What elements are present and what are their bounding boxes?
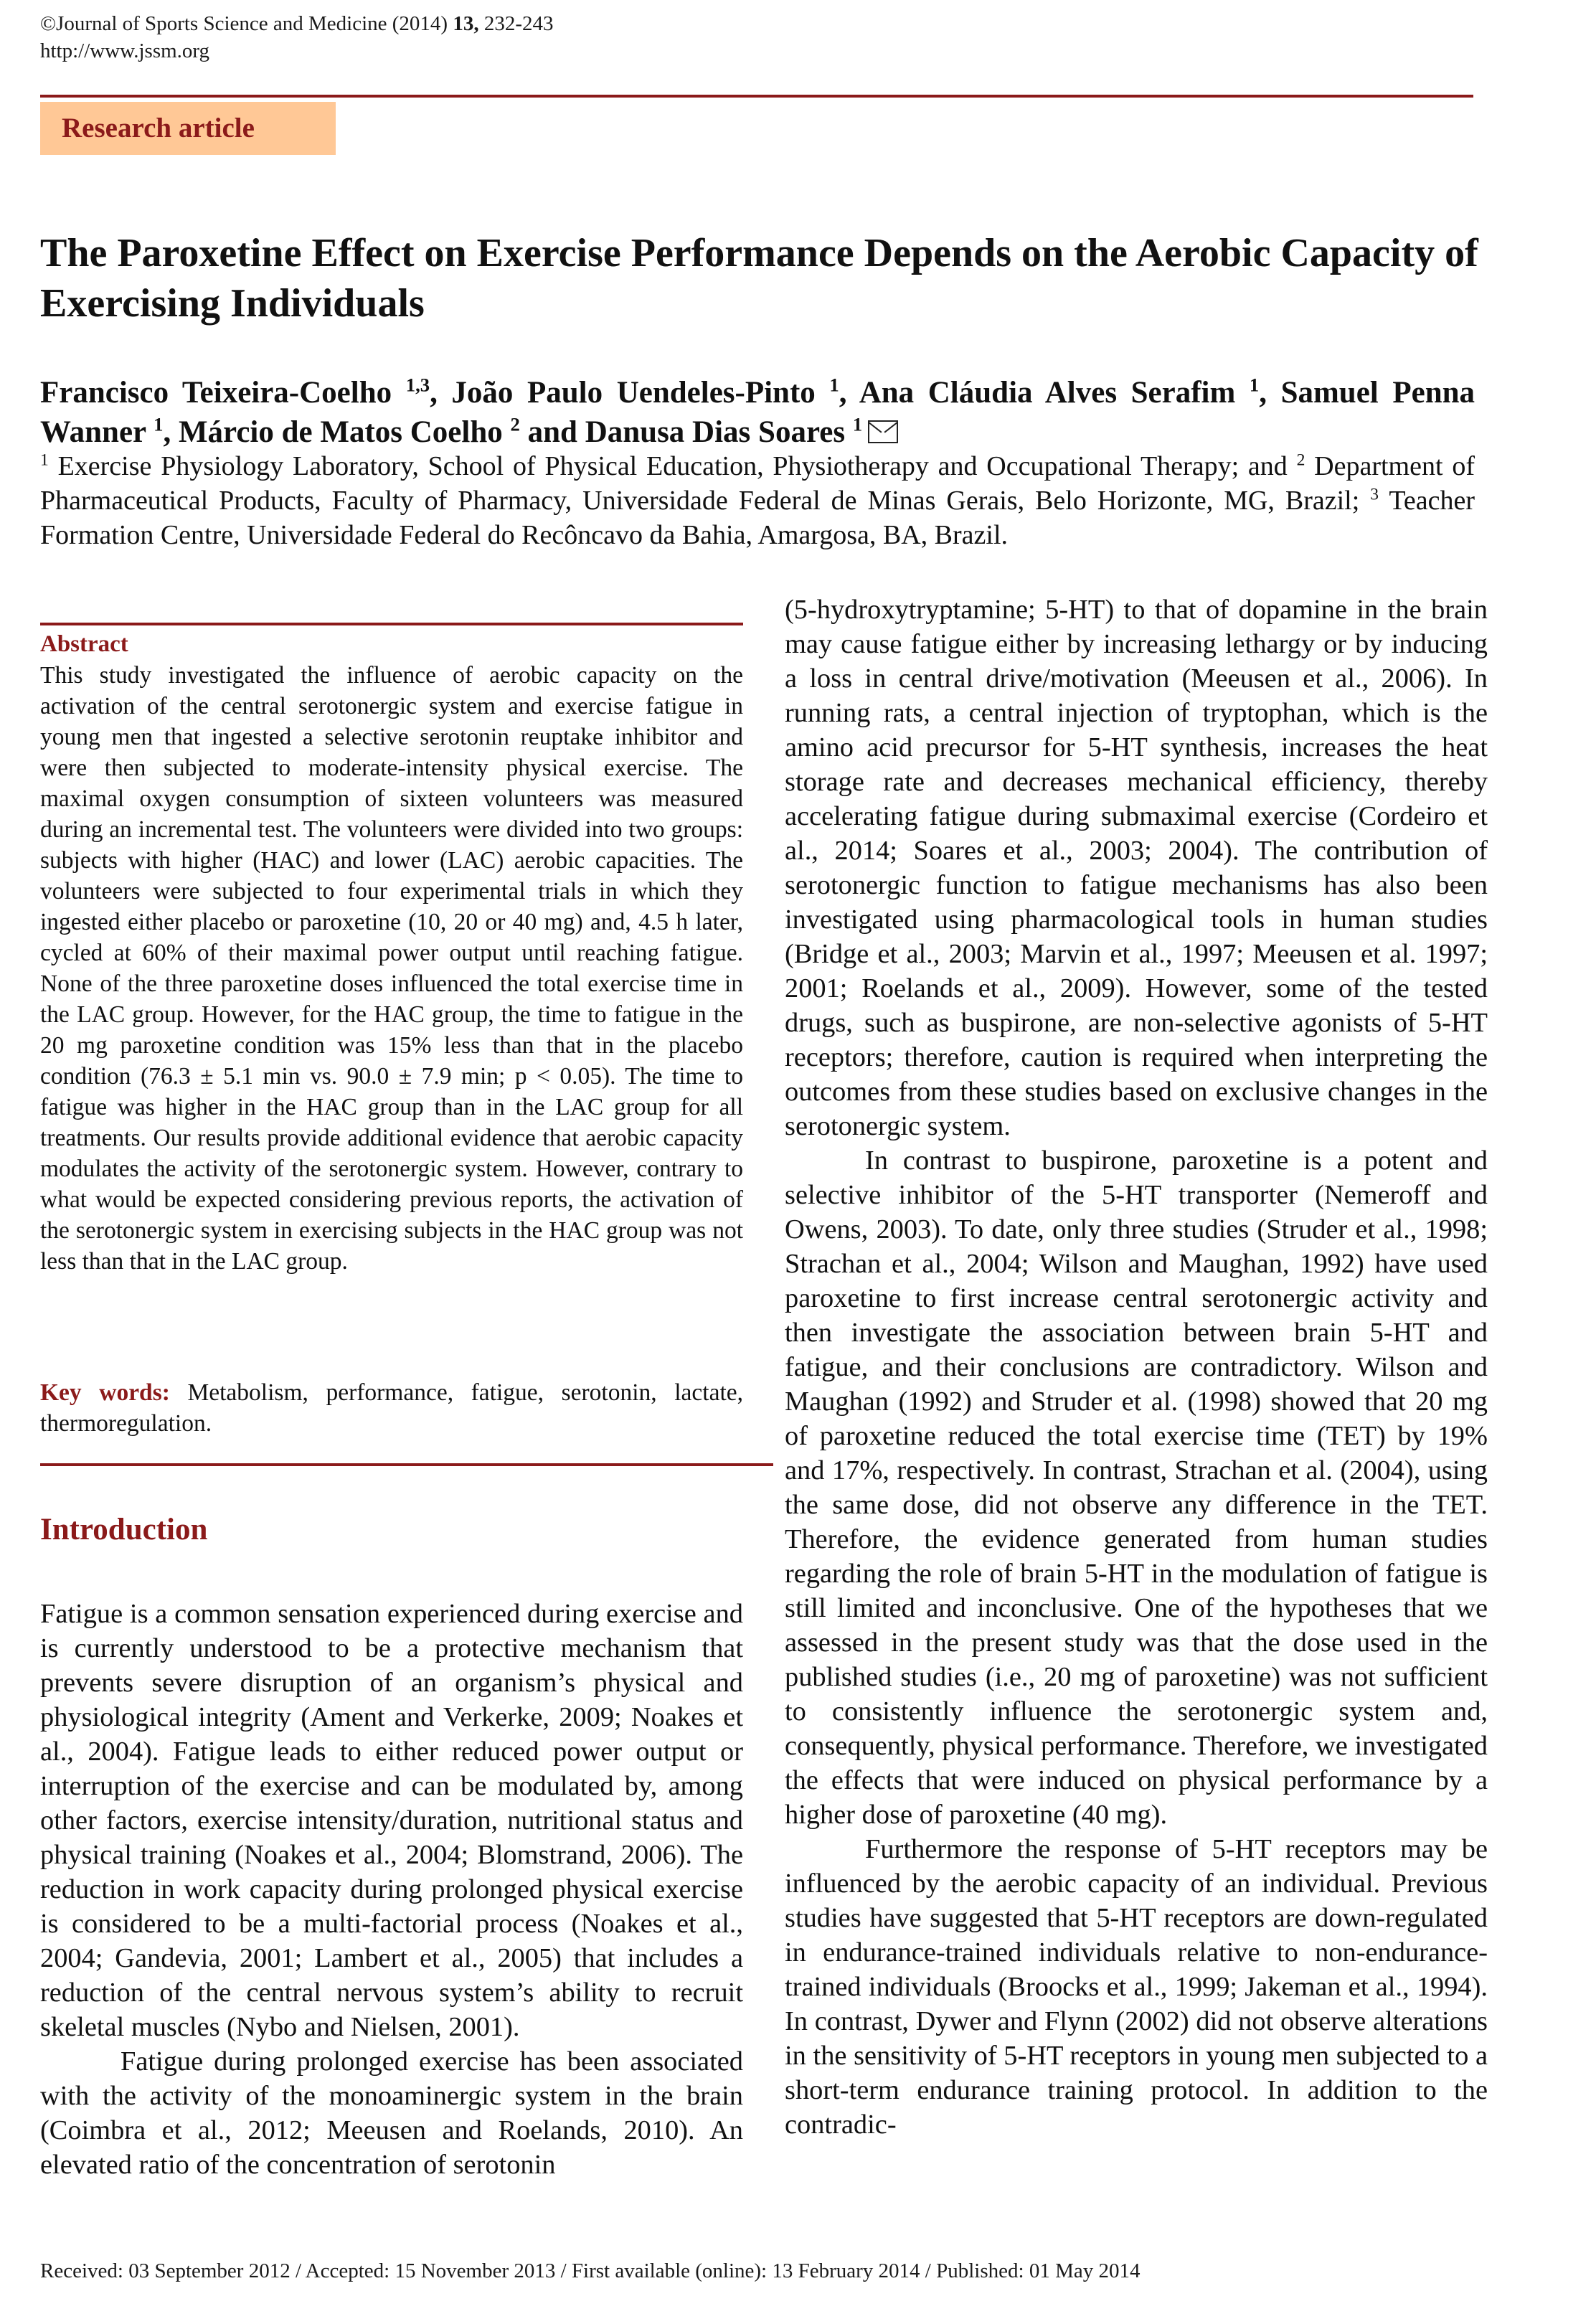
keywords-text: Metabolism, performance, fatigue, serotonin, lactate, thermoregulation.: [40, 1379, 744, 1437]
journal-citation: ©Journal of Sports Science and Medicine (2014) 13, 232-243: [40, 12, 554, 35]
abstract-bottom-divider: [40, 1463, 773, 1466]
right-column: [785, 592, 1488, 2142]
author: Márcio de Matos Coelho $^2$ and: [178, 413, 585, 449]
keywords-label: Key words:: [40, 1379, 170, 1406]
article-type-badge: Research article: [40, 102, 336, 155]
affiliation: $^1$ Exercise Physiology Laboratory, School of Physical Education, Physiotherapy and Occupational Therapy; and: [40, 450, 1297, 481]
affiliation: $^2$ Department of Pharmaceutical Products, Faculty of Pharmacy, Universidade Federal de Minas Gerais, Belo Horizonte, MG, Brazil;: [40, 450, 1475, 516]
abstract-text: This study investigated the influence of aerobic capacity on the activation of the central serotonergic system and exercise fatigue in young men that ingested a selective serotonin reuptake inhibitor and were then subjected to moderate-intensity physical exercise. The maximal oxygen consumption of sixteen volunteers was measured during an incremental test. The volunteers were divided into two groups: subjects with higher (HAC) and lower (LAC) aerobic capacities. The volunteers were subjected to four experimental trials in which they ingested either placebo or paroxetine (10, 20 or 40 mg) and, 4.5 h later, cycled at 60% of their maximal power output until reaching fatigue. None of the three paroxetine doses influenced the total exercise time in the LAC group. However, for the HAC group, the time to fatigue in the 20 mg paroxetine condition was 15% less than that in the placebo condition (76.3 ± 5.1 min vs. 90.0 ± 7.9 min; p < 0.05). The time to fatigue was higher in the HAC group than in the LAC group for all treatments. Our results provide additional evidence that aerobic capacity modulates the activity of the serotonergic system. However, contrary to what would be expected considering previous reports, the activation of the serotonergic system in exercising subjects in the HAC group was not less than that in the LAC group.: [40, 662, 743, 1275]
author: Danusa Dias Soares $^1$: [585, 413, 863, 449]
paragraph: In contrast to buspirone, paroxetine is a potent and selective inhibitor of the 5-HT transporter (Nemeroff and Owens, 2003). To date, only three studies (Struder et al., 1998; Strachan et al., 2004; Wilson and Maughan, 1992) have used paroxetine to first increase central serotonergic activity and then investigate the association between brain 5-HT and fatigue, and their conclusions are contradictory. Wilson and Maughan (1992) and Struder et al. (1998) showed that 20 mg of paroxetine reduced the total exercise time (TET) by 19% and 17%, respectively. In contrast, Strachan et al. (2004), using the same dose, did not observe any difference in the TET. Therefore, the evidence generated from human studies regarding the role of brain 5-HT in the modulation of fatigue is still limited and inconclusive. One of the hypotheses that we assessed in the present study was that the dose used in the published studies (i.e., 20 mg of paroxetine) was not sufficient to consistently influence the serotonergic system and, consequently, physical performance. Therefore, we investigated the effects that were induced on physical performance by a higher dose of paroxetine (40 mg).: [785, 1146, 1488, 1830]
introduction-heading: Introduction: [40, 1513, 208, 1546]
author: Samuel Penna Wanner $^1$,: [40, 376, 1475, 449]
abstract-heading: Abstract: [40, 631, 128, 657]
affiliation: $^3$ Teacher Formation Centre, Universidade Federal do Recôncavo da Bahia, Amargosa, BA, Brazil.: [40, 485, 1475, 550]
publication-dates: Received: 03 September 2012 / Accepted: 15 November 2013 / First available (online): 13 February 2014 / Published: 01 May 2014: [40, 2259, 1141, 2282]
left-column: [40, 1597, 743, 2182]
abstract-top-divider: [40, 623, 743, 625]
envelope-icon[interactable]: [868, 420, 898, 443]
paragraph: Fatigue during prolonged exercise has been associated with the activity of the monoaminergic system in the brain (Coimbra et al., 2012; Meeusen and Roelands, 2010). An elevated ratio of the concentration of serotonin: [40, 2046, 743, 2180]
author-list: [40, 373, 1475, 452]
paragraph: Furthermore the response of 5-HT receptors may be influenced by the aerobic capacity of an individual. Previous studies have suggested that 5-HT receptors are down-regulated in endurance-trained individuals relative to non-endurance-trained individuals (Broocks et al., 1999; Jakeman et al., 1994). In contrast, Dywer and Flynn (2002) did not observe alterations in the sensitivity of 5-HT receptors in young men subjected to a short-term endurance training protocol. In addition to the contradic-: [785, 1834, 1488, 2140]
paragraph: (5-hydroxytryptamine; 5-HT) to that of dopamine in the brain may cause fatigue either by increasing lethargy or by inducing a loss in central drive/motivation (Meeusen et al., 2006). In running rats, a central injection of tryptophan, which is the amino acid precursor for 5-HT synthesis, increases the heat storage rate and decreases mechanical efficiency, thereby accelerating fatigue during submaximal exercise (Cordeiro et al., 2014; Soares et al., 2003; 2004). The contribution of serotonergic function to fatigue mechanisms has also been investigated using pharmacological tools in human studies (Bridge et al., 2003; Marvin et al., 1997; Meeusen et al. 1997; 2001; Roelands et al., 2009). However, some of the tested drugs, such as buspirone, are non-selective agonists of 5-HT receptors; therefore, caution is required when interpreting the outcomes from these studies based on exclusive changes in the serotonergic system.: [785, 595, 1488, 1141]
author: Francisco Teixeira-Coelho $^{1,3}$,: [40, 374, 452, 410]
journal-header: [40, 10, 554, 65]
affiliations: [40, 449, 1475, 552]
keywords: [40, 1377, 743, 1439]
journal-url[interactable]: http://www.jssm.org: [40, 39, 210, 62]
header-divider: [40, 95, 1473, 98]
article-title: The Paroxetine Effect on Exercise Performance Depends on the Aerobic Capacity of Exercising Individuals: [40, 231, 1478, 326]
author: Ana Cláudia Alves Serafim $^1$,: [859, 374, 1281, 410]
author: João Paulo Uendeles-Pinto $^1$,: [451, 374, 859, 410]
paragraph: Fatigue is a common sensation experienced during exercise and is currently understood to be a protective mechanism that prevents severe disruption of an organism’s physical and physiological integrity (Ament and Verkerke, 2009; Noakes et al., 2004). Fatigue leads to either reduced power output or interruption of the exercise and can be modulated by, among other factors, exercise intensity/duration, nutritional status and physical training (Noakes et al., 2004; Blomstrand, 2006). The reduction in work capacity during prolonged physical exercise is considered to be a multi-factorial process (Noakes et al., 2004; Gandevia, 2001; Lambert et al., 2005) that includes a reduction of the central nervous system’s ability to recruit skeletal muscles (Nybo and Nielsen, 2001).: [40, 1599, 743, 2042]
